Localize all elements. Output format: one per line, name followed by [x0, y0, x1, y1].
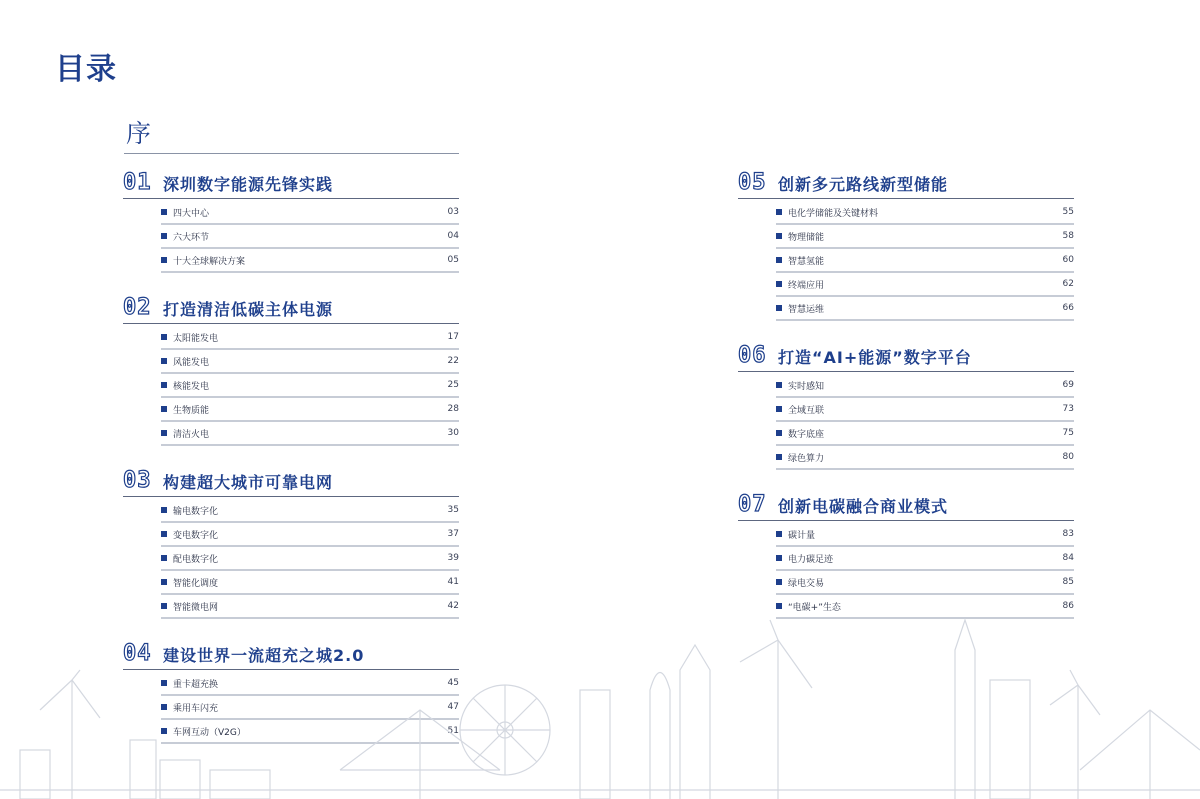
toc-entry[interactable]: [161, 523, 459, 547]
toc-entry[interactable]: [776, 249, 1074, 273]
section-heading[interactable]: [738, 341, 1074, 372]
bullet-square-icon: [776, 257, 782, 263]
section-heading[interactable]: [123, 466, 459, 497]
bullet-square-icon: [776, 382, 782, 388]
entry-label: 绿色算力: [788, 453, 825, 464]
entry-page-number: 05: [447, 255, 459, 265]
toc-entry[interactable]: [776, 374, 1074, 398]
entry-page-number: 28: [447, 404, 459, 414]
bullet-square-icon: [776, 406, 782, 412]
bullet-square-icon: [161, 358, 167, 364]
entry-label: 六大环节: [173, 232, 210, 243]
toc-entry[interactable]: [161, 422, 459, 446]
entry-page-number: 30: [447, 428, 459, 438]
toc-entry[interactable]: [161, 350, 459, 374]
entry-page-number: 60: [1062, 255, 1074, 265]
bullet-square-icon: [776, 555, 782, 561]
entry-page-number: 80: [1062, 452, 1074, 462]
entry-label: “电碳+”生态: [788, 602, 841, 613]
toc-entry[interactable]: [776, 398, 1074, 422]
bullet-square-icon: [161, 406, 167, 412]
section-title: 构建超大城市可靠电网: [163, 472, 334, 492]
entry-label: 电力碳足迹: [788, 554, 834, 565]
entry-page-number: 84: [1062, 553, 1074, 563]
entry-page-number: 42: [447, 601, 459, 611]
bullet-square-icon: [161, 579, 167, 585]
section-number: 07: [738, 492, 767, 517]
section-title: 打造“AI+能源”数字平台: [778, 347, 972, 367]
toc-section: [738, 341, 1074, 470]
section-heading[interactable]: [738, 168, 1074, 199]
bullet-square-icon: [161, 531, 167, 537]
section-title: 打造清洁低碳主体电源: [163, 299, 334, 319]
bullet-square-icon: [776, 531, 782, 537]
bullet-square-icon: [776, 233, 782, 239]
entry-label: 电化学储能及关键材料: [788, 208, 879, 219]
toc-entry[interactable]: [161, 225, 459, 249]
preface-divider: [124, 153, 459, 154]
entry-page-number: 62: [1062, 279, 1074, 289]
toc-entry[interactable]: [161, 398, 459, 422]
toc-entry[interactable]: [161, 201, 459, 225]
entry-page-number: 39: [447, 553, 459, 563]
section-title: 建设世界一流超充之城2.0: [163, 645, 365, 665]
entry-page-number: 04: [447, 231, 459, 241]
section-heading[interactable]: [123, 293, 459, 324]
entry-page-number: 17: [447, 332, 459, 342]
section-number: 06: [738, 343, 767, 368]
entry-label: 全域互联: [788, 405, 825, 416]
toc-section: [123, 466, 459, 619]
entry-page-number: 85: [1062, 577, 1074, 587]
toc-entry[interactable]: [161, 547, 459, 571]
toc-entry[interactable]: [776, 273, 1074, 297]
bullet-square-icon: [776, 305, 782, 311]
entry-page-number: 37: [447, 529, 459, 539]
entry-label: 生物质能: [173, 405, 210, 416]
page-title: 目录: [55, 52, 117, 87]
section-heading[interactable]: [738, 490, 1074, 521]
section-title: 深圳数字能源先锋实践: [163, 174, 334, 194]
toc-entry[interactable]: [161, 249, 459, 273]
entry-label: 智能微电网: [173, 602, 219, 613]
entry-label: 物理储能: [788, 232, 825, 243]
section-number: 05: [738, 170, 767, 195]
entry-label: 智慧氢能: [788, 256, 825, 267]
section-number: 01: [123, 170, 152, 195]
bullet-square-icon: [776, 281, 782, 287]
toc-entry[interactable]: [161, 571, 459, 595]
entry-label: 重卡超充换: [173, 679, 219, 690]
toc-entry[interactable]: [161, 374, 459, 398]
entry-page-number: 51: [447, 726, 459, 736]
city-skyline-illustration: [0, 600, 1200, 799]
entry-label: 太阳能发电: [173, 333, 219, 344]
entry-label: 碳计量: [788, 530, 816, 541]
entry-label: 十大全球解决方案: [173, 256, 246, 267]
toc-entry[interactable]: [776, 523, 1074, 547]
entry-page-number: 35: [447, 505, 459, 515]
entry-label: 核能发电: [173, 381, 210, 392]
bullet-square-icon: [161, 334, 167, 340]
toc-section: [123, 293, 459, 446]
toc-entry[interactable]: [776, 422, 1074, 446]
entry-label: 智能化调度: [173, 578, 219, 589]
bullet-square-icon: [161, 233, 167, 239]
bullet-square-icon: [776, 579, 782, 585]
bullet-square-icon: [161, 430, 167, 436]
section-heading[interactable]: [123, 168, 459, 199]
entry-label: 配电数字化: [173, 554, 219, 565]
section-number: 02: [123, 295, 152, 320]
bullet-square-icon: [776, 430, 782, 436]
bullet-square-icon: [776, 209, 782, 215]
toc-entry[interactable]: [161, 326, 459, 350]
preface-label: 序: [126, 119, 152, 148]
entry-page-number: 73: [1062, 404, 1074, 414]
entry-page-number: 25: [447, 380, 459, 390]
entry-page-number: 75: [1062, 428, 1074, 438]
section-title: 创新电碳融合商业模式: [778, 496, 949, 516]
entry-label: 车网互动（V2G）: [173, 727, 246, 738]
toc-section: [123, 168, 459, 273]
entry-label: 输电数字化: [173, 506, 219, 517]
entry-page-number: 86: [1062, 601, 1074, 611]
entry-page-number: 45: [447, 678, 459, 688]
toc-entry[interactable]: [776, 225, 1074, 249]
entry-page-number: 47: [447, 702, 459, 712]
entry-label: 实时感知: [788, 381, 825, 392]
toc-entry[interactable]: [776, 446, 1074, 470]
entry-page-number: 22: [447, 356, 459, 366]
section-number: 04: [123, 641, 152, 666]
toc-entry[interactable]: [776, 547, 1074, 571]
entry-page-number: 69: [1062, 380, 1074, 390]
entry-label: 四大中心: [173, 208, 210, 219]
toc-entry[interactable]: [776, 201, 1074, 225]
entry-label: 风能发电: [173, 357, 210, 368]
entry-label: 绿电交易: [788, 578, 825, 589]
bullet-square-icon: [161, 209, 167, 215]
bullet-square-icon: [161, 555, 167, 561]
toc-section: [738, 168, 1074, 321]
entry-page-number: 41: [447, 577, 459, 587]
toc-entry[interactable]: [776, 297, 1074, 321]
entry-page-number: 03: [447, 207, 459, 217]
toc-entry[interactable]: [161, 499, 459, 523]
preface-heading[interactable]: [124, 117, 459, 154]
entry-label: 智慧运维: [788, 304, 825, 315]
entry-page-number: 58: [1062, 231, 1074, 241]
bullet-square-icon: [161, 507, 167, 513]
entry-label: 乘用车闪充: [173, 703, 219, 714]
entry-label: 终端应用: [788, 280, 825, 291]
entry-label: 数字底座: [788, 429, 825, 440]
entry-page-number: 55: [1062, 207, 1074, 217]
entry-label: 清洁火电: [173, 429, 210, 440]
entry-page-number: 66: [1062, 303, 1074, 313]
bullet-square-icon: [161, 257, 167, 263]
toc-entry[interactable]: [776, 571, 1074, 595]
bullet-square-icon: [161, 382, 167, 388]
bullet-square-icon: [776, 454, 782, 460]
entry-label: 变电数字化: [173, 530, 219, 541]
entry-page-number: 83: [1062, 529, 1074, 539]
section-number: 03: [123, 468, 152, 493]
toc-right-column: [738, 168, 1074, 639]
section-title: 创新多元路线新型储能: [778, 174, 949, 194]
